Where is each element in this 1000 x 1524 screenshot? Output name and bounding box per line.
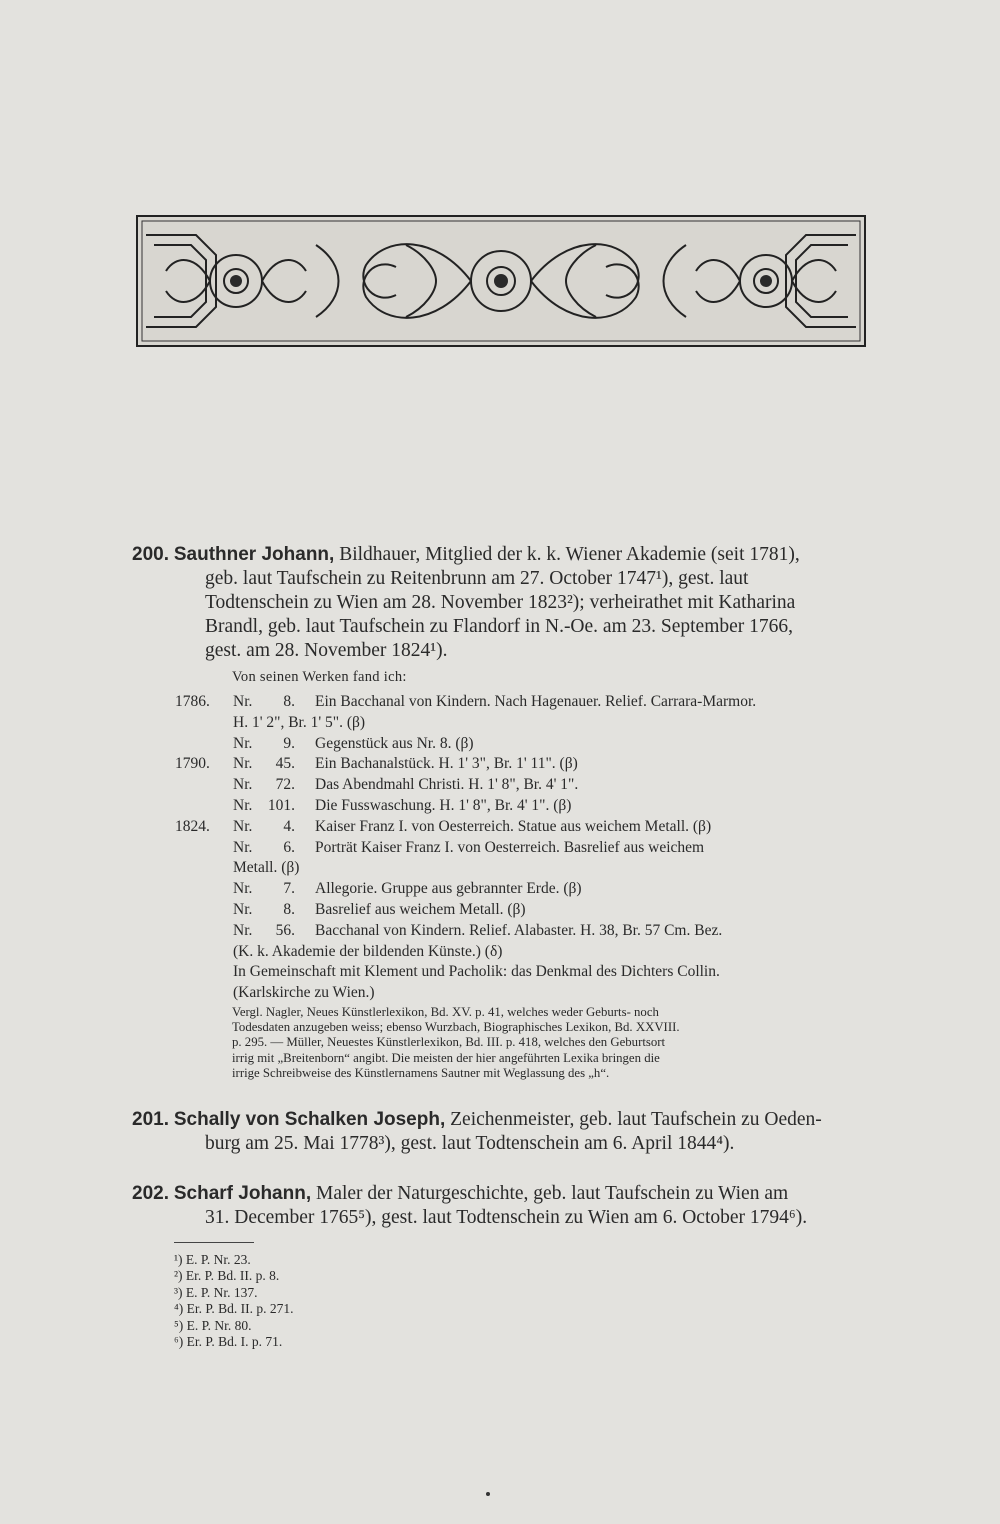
work-row xyxy=(175,817,875,838)
work-number: 8. xyxy=(283,900,295,918)
note-line: irrig mit „Breitenborn“ angibt. Die meisten der hier angeführten Lexika bringen die xyxy=(232,1050,660,1065)
footnote-5: ⁵) E. P. Nr. 80. xyxy=(174,1317,252,1333)
work-row xyxy=(175,983,875,1004)
work-continuation: (K. k. Akademie der bildenden Künste.) (δ) xyxy=(233,942,503,960)
work-row xyxy=(175,692,875,713)
entry-201-line-2: burg am 25. Mai 1778³), gest. laut Todtenschein am 6. April 1844⁴). xyxy=(205,1133,735,1154)
work-number: 9. xyxy=(283,734,295,752)
work-description: Die Fusswaschung. H. 1' 8", Br. 4' 1". (β) xyxy=(315,796,572,814)
entry-200-line-3: Todtenschein zu Wien am 28. November 1823²); verheirathet mit Katharina xyxy=(205,592,796,613)
work-description: Allegorie. Gruppe aus gebrannter Erde. (β) xyxy=(315,880,582,898)
entry-200 xyxy=(132,543,872,663)
bibliographic-note xyxy=(232,1005,872,1081)
footnotes xyxy=(174,1252,293,1350)
work-row xyxy=(175,962,875,983)
entry-name: Schally von Schalken Joseph, xyxy=(173,1109,446,1130)
work-description: Basrelief aus weichem Metall. (β) xyxy=(315,900,526,918)
work-nr-label: Nr. xyxy=(233,755,253,773)
work-number: 4. xyxy=(283,817,295,835)
entry-number: 202. xyxy=(132,1183,169,1204)
work-row xyxy=(175,838,875,859)
work-row xyxy=(175,879,875,900)
work-nr-label: Nr. xyxy=(233,693,253,710)
work-nr-label: Nr. xyxy=(233,921,253,939)
work-number: 8. xyxy=(283,693,295,710)
entry-202 xyxy=(132,1182,872,1230)
work-number: 101. xyxy=(267,796,295,814)
work-row xyxy=(175,713,875,734)
entry-201 xyxy=(132,1108,872,1156)
work-description: Porträt Kaiser Franz I. von Oesterreich. Basrelief aus weichem xyxy=(315,838,705,856)
entry-text: Zeichenmeister, geb. laut Taufschein zu Oeden- xyxy=(450,1109,822,1130)
work-nr-label: Nr. xyxy=(233,734,253,752)
footnote-separator xyxy=(174,1242,254,1243)
work-year: 1824. xyxy=(175,817,210,835)
footnote-2: ²) Er. P. Bd. II. p. 8. xyxy=(174,1268,280,1284)
footnote-6: ⁶) Er. P. Bd. I. p. 71. xyxy=(174,1334,283,1350)
entry-202-line-1 xyxy=(132,1182,872,1206)
footnote-4: ⁴) Er. P. Bd. II. p. 271. xyxy=(174,1301,294,1317)
work-row xyxy=(175,796,875,817)
work-number: 7. xyxy=(283,880,295,898)
work-continuation: In Gemeinschaft mit Klement und Pacholik: das Denkmal des Dichters Collin. xyxy=(233,963,720,981)
work-row xyxy=(175,754,875,775)
work-description: Ein Bacchanal von Kindern. Nach Hagenauer. Relief. Carrara-Marmor. xyxy=(315,693,757,710)
entry-number: 200. xyxy=(132,544,169,565)
note-line: p. 295. — Müller, Neuestes Künstlerlexikon, Bd. III. p. 418, welches den Geburtsort xyxy=(232,1035,666,1050)
entry-200-line-2: geb. laut Taufschein zu Reitenbrunn am 27. October 1747¹), gest. laut xyxy=(205,568,749,589)
work-year: 1786. xyxy=(175,693,210,710)
entry-number: 201. xyxy=(132,1109,169,1130)
work-number: 56. xyxy=(275,921,295,939)
note-line: Vergl. Nagler, Neues Künstlerlexikon, Bd. XV. p. 41, welches weder Geburts- noch xyxy=(232,1005,659,1019)
work-number: 45. xyxy=(275,755,295,773)
work-row xyxy=(175,734,875,755)
work-continuation: H. 1' 2", Br. 1' 5". (β) xyxy=(233,713,366,731)
works-intro: Von seinen Werken fand ich: xyxy=(232,669,407,685)
work-row xyxy=(175,900,875,921)
footnote-3: ³) E. P. Nr. 137. xyxy=(174,1284,258,1300)
work-row xyxy=(175,942,875,963)
work-nr-label: Nr. xyxy=(233,817,253,835)
note-line: Todesdaten anzugeben weiss; ebenso Wurzbach, Biographisches Lexikon, Bd. XXVIII. xyxy=(232,1020,680,1035)
work-continuation: Metall. (β) xyxy=(233,859,300,877)
work-number: 72. xyxy=(275,776,295,794)
entry-202-line-2: 31. December 1765⁵), gest. laut Todtenschein zu Wien am 6. October 1794⁶). xyxy=(205,1207,808,1228)
entry-text: Maler der Naturgeschichte, geb. laut Taufschein zu Wien am xyxy=(315,1183,789,1204)
entry-name: Scharf Johann, xyxy=(173,1183,312,1204)
entry-201-line-1 xyxy=(132,1108,872,1132)
work-nr-label: Nr. xyxy=(233,838,253,856)
work-number: 6. xyxy=(283,838,295,856)
entry-200-line-4: Brandl, geb. laut Taufschein zu Flandorf in N.-Oe. am 23. September 1766, xyxy=(205,616,794,637)
work-nr-label: Nr. xyxy=(233,776,253,794)
work-row xyxy=(175,921,875,942)
entry-text: Bildhauer, Mitglied der k. k. Wiener Akademie (seit 1781), xyxy=(339,544,800,565)
ornamental-header-band xyxy=(136,215,866,347)
work-nr-label: Nr. xyxy=(233,796,253,814)
work-nr-label: Nr. xyxy=(233,880,253,898)
entry-name: Sauthner Johann, xyxy=(173,544,335,565)
entry-200-line-1 xyxy=(132,543,872,567)
note-line: irrige Schreibweise des Künstlernamens Sautner mit Weglassung des „h“. xyxy=(232,1065,610,1080)
print-speck xyxy=(486,1492,490,1496)
works-list xyxy=(175,692,875,1004)
work-description: Kaiser Franz I. von Oesterreich. Statue aus weichem Metall. (β) xyxy=(315,817,712,835)
work-description: Ein Bachanalstück. H. 1' 3", Br. 1' 11". (β) xyxy=(315,755,578,773)
work-description: Das Abendmahl Christi. H. 1' 8", Br. 4' 1". xyxy=(315,776,579,794)
work-description: Bacchanal von Kindern. Relief. Alabaster. H. 38, Br. 57 Cm. Bez. xyxy=(315,921,723,939)
work-year: 1790. xyxy=(175,755,210,773)
work-row xyxy=(175,858,875,879)
work-row xyxy=(175,775,875,796)
work-nr-label: Nr. xyxy=(233,900,253,918)
entry-200-line-5: gest. am 28. November 1824¹). xyxy=(205,640,448,661)
footnote-1: ¹) E. P. Nr. 23. xyxy=(174,1252,251,1267)
work-description: Gegenstück aus Nr. 8. (β) xyxy=(315,734,474,752)
work-continuation: (Karlskirche zu Wien.) xyxy=(233,984,375,1002)
